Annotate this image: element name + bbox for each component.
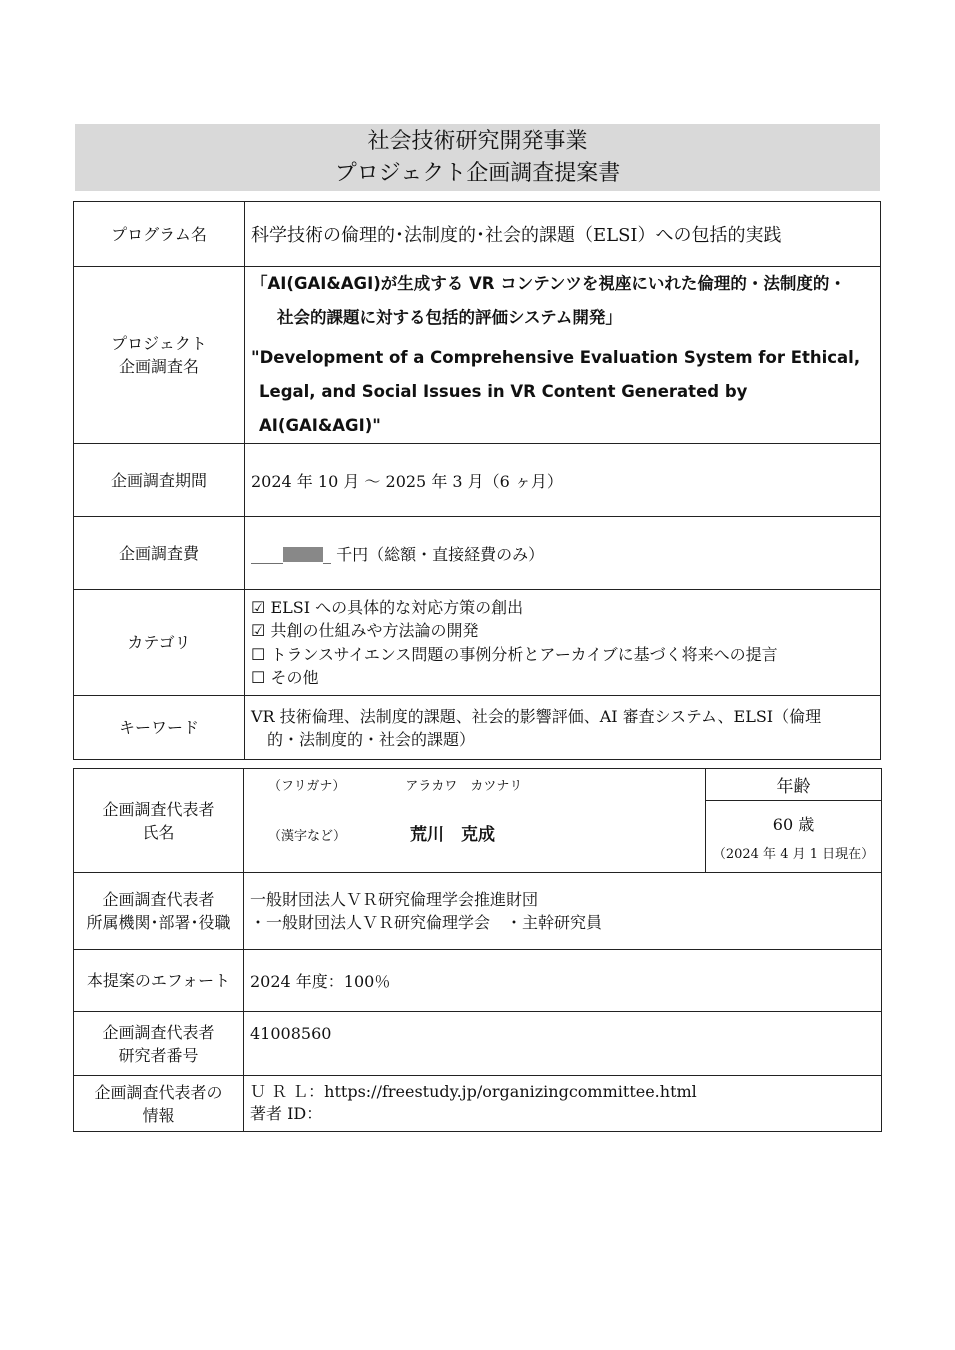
checkbox-empty-icon: ☐ bbox=[251, 644, 266, 664]
category-item[interactable]: ☑ ELSI への具体的な対応方策の創出 bbox=[251, 597, 524, 617]
info-value: Ｕ Ｒ Ｌ：https://freestudy.jp/organizingcommittee.html 著者 ID： bbox=[244, 1076, 882, 1132]
age-cell: 60 歳 （2024 年 4 月 1 日現在） bbox=[706, 801, 882, 873]
program-label: プログラム名 bbox=[74, 202, 245, 267]
url-link[interactable]: Ｕ Ｒ Ｌ：https://freestudy.jp/organizingcommittee.html bbox=[250, 1082, 697, 1101]
category-list bbox=[245, 590, 881, 696]
category-label: カテゴリ bbox=[74, 590, 245, 696]
period-label: 企画調査期間 bbox=[74, 444, 245, 517]
researcher-label: 企画調査代表者 研究者番号 bbox=[74, 1012, 244, 1076]
rep-name: 荒川 克成 bbox=[410, 825, 496, 845]
affil-value: 一般財団法人ＶＲ研究倫理学会推進財団 ・一般財団法人ＶＲ研究倫理学会 ・主幹研究員 bbox=[244, 873, 882, 950]
category-item[interactable]: ☑ 共創の仕組みや方法論の開発 bbox=[251, 621, 479, 640]
researcher-number: 41008560 bbox=[244, 1012, 882, 1076]
program-value: 科学技術の倫理的･法制度的･社会的課題（ELSI）への包括的実践 bbox=[245, 202, 881, 267]
furigana: アラカワ カツナリ bbox=[405, 779, 523, 794]
effort-value: 2024 年度：100％ bbox=[244, 950, 882, 1012]
category-item[interactable]: ☐ その他 bbox=[251, 668, 319, 687]
cost-value: ____ _ 千円（総額・直接経費のみ） bbox=[245, 517, 881, 590]
cost-label: 企画調査費 bbox=[74, 517, 245, 590]
project-label: プロジェクト 企画調査名 bbox=[74, 267, 245, 444]
redacted-amount bbox=[283, 547, 323, 562]
period-value: 2024 年 10 月 ～ 2025 年 3 月（6 ヶ月） bbox=[245, 444, 881, 517]
rep-label: 企画調査代表者 氏名 bbox=[74, 769, 244, 873]
checkbox-empty-icon: ☐ bbox=[251, 668, 266, 687]
keywords-value: VR 技術倫理、法制度的課題、社会的影響評価、AI 審査システム、ELSI（倫理 的・法制度的・社会的課題） bbox=[245, 696, 881, 760]
keywords-label: キーワード bbox=[74, 696, 245, 760]
info-label: 企画調査代表者の 情報 bbox=[74, 1076, 244, 1132]
project-table bbox=[73, 201, 881, 760]
effort-label: 本提案のエフォート bbox=[74, 950, 244, 1012]
title-line2: プロジェクト企画調査提案書 bbox=[334, 161, 621, 186]
representative-table bbox=[73, 768, 882, 1132]
document-title bbox=[75, 124, 880, 191]
affil-label: 企画調査代表者 所属機関･部署･役職 bbox=[74, 873, 244, 950]
age-label: 年齢 bbox=[706, 769, 882, 801]
checkbox-checked-icon: ☑ bbox=[251, 621, 266, 640]
category-item[interactable]: ☐ トランスサイエンス問題の事例分析とアーカイブに基づく将来への提言 bbox=[251, 644, 778, 664]
rep-name-cell: （フリガナ） アラカワ カツナリ （漢字など） 荒川 克成 bbox=[244, 769, 706, 873]
project-title: 「AI(GAI&AGI)が生成する VR コンテンツを視座にいれた倫理的・法制度的・ 社会的課題に対する包括的評価システム開発」 "Development of a Comprehensive Evaluation System for Ethical, Legal, and Social Issues in VR Content Generated by AI(GAI&AGI)" bbox=[245, 267, 881, 444]
title-line1: 社会技術研究開発事業 bbox=[367, 129, 588, 154]
checkbox-checked-icon: ☑ bbox=[251, 597, 266, 617]
